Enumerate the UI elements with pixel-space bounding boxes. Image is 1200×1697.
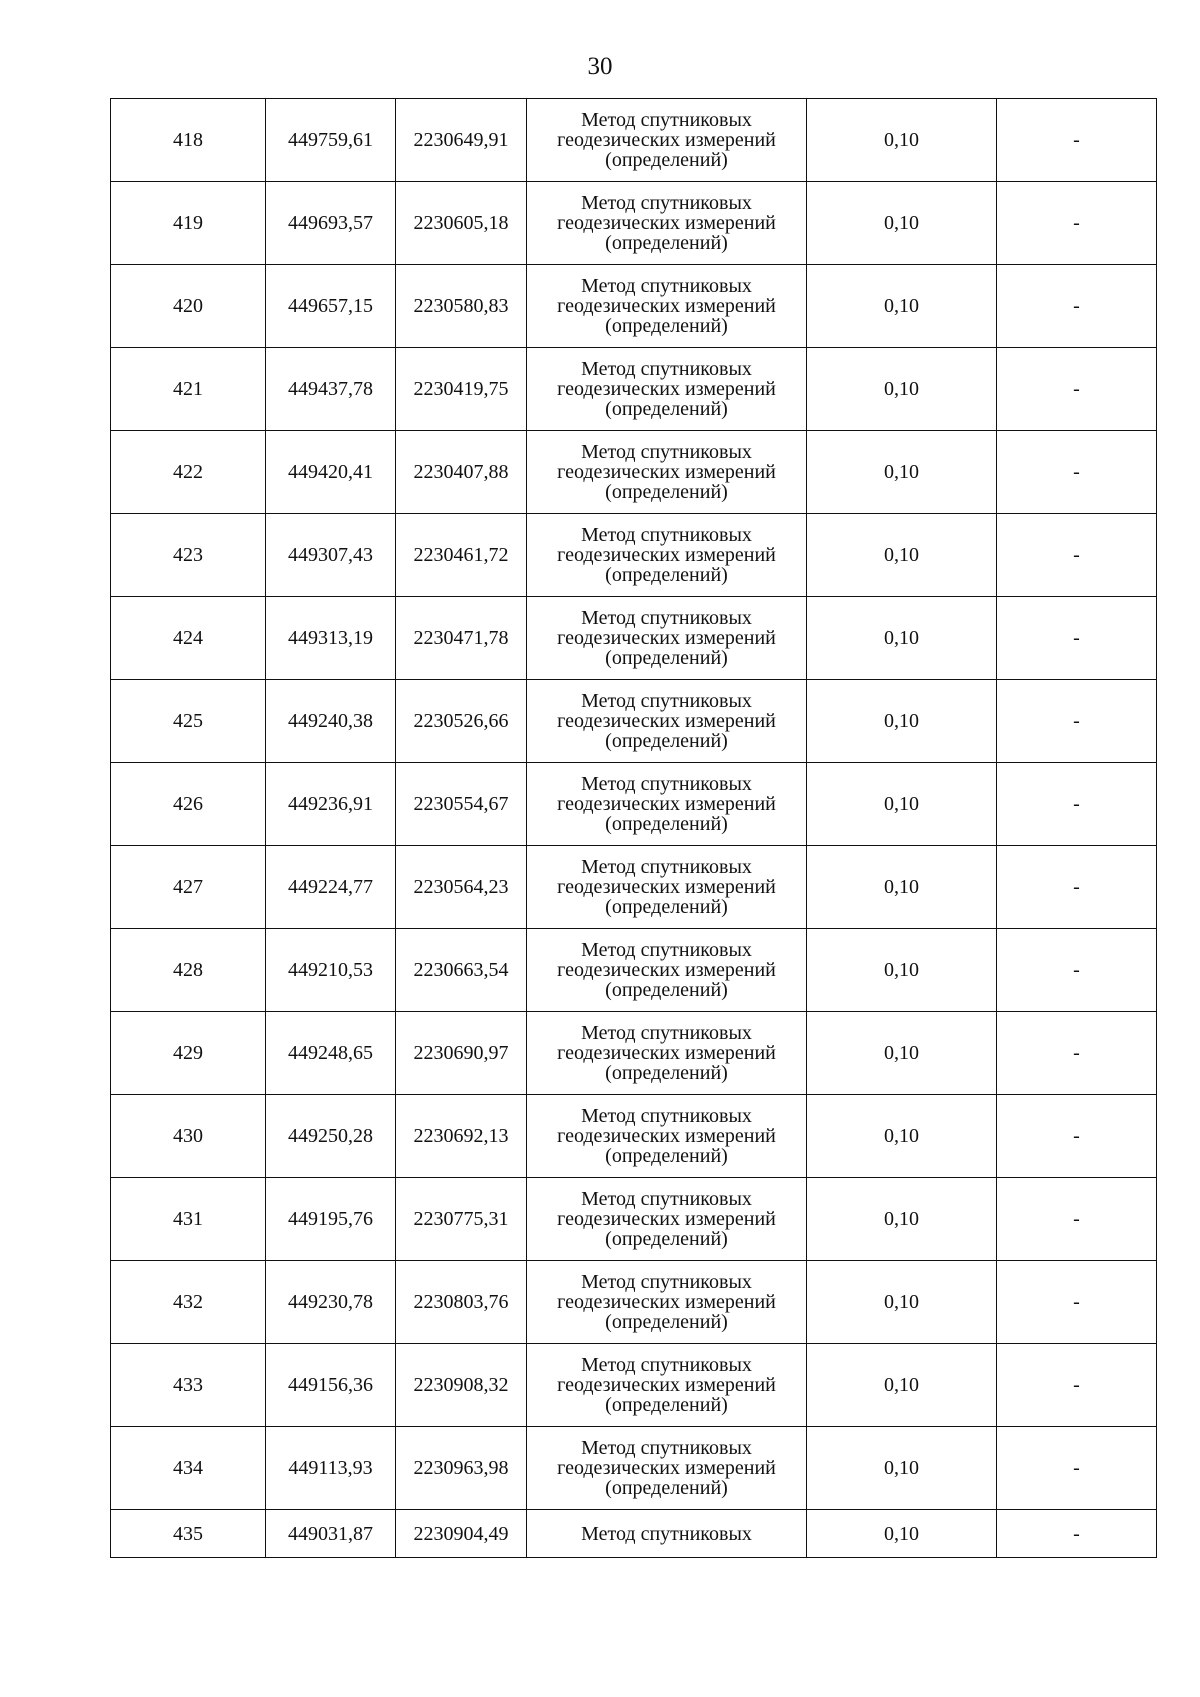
point-number-cell [111, 1510, 266, 1558]
coordinates-table [110, 98, 1157, 1558]
coordinate-y-cell [396, 348, 527, 431]
accuracy-cell-text: 0,10 [884, 544, 919, 566]
coordinate-x-cell [266, 929, 396, 1012]
point-number-cell-text: 432 [173, 1291, 203, 1313]
coordinate-x-cell [266, 99, 396, 182]
method-cell-text: Метод спутниковых геодезических измерений (определений) [557, 1022, 776, 1084]
accuracy-cell [807, 1178, 997, 1261]
note-cell [997, 1510, 1157, 1558]
method-cell [527, 1344, 807, 1427]
table-row [111, 846, 1157, 929]
table-row [111, 431, 1157, 514]
method-cell-text: Метод спутниковых геодезических измерений (определений) [557, 1105, 776, 1167]
accuracy-cell-text: 0,10 [884, 710, 919, 732]
accuracy-cell-text: 0,10 [884, 1042, 919, 1064]
coordinate-x-cell [266, 1095, 396, 1178]
accuracy-cell [807, 1261, 997, 1344]
note-cell [997, 1344, 1157, 1427]
accuracy-cell-text: 0,10 [884, 1125, 919, 1147]
coordinate-y-cell [396, 1012, 527, 1095]
method-cell [527, 680, 807, 763]
method-cell [527, 99, 807, 182]
note-cell [997, 763, 1157, 846]
coordinate-x-cell [266, 1510, 396, 1558]
note-cell [997, 1261, 1157, 1344]
note-cell [997, 182, 1157, 265]
coordinate-y-cell [396, 846, 527, 929]
accuracy-cell [807, 597, 997, 680]
note-cell-text: - [1073, 627, 1080, 649]
method-cell [527, 265, 807, 348]
accuracy-cell-text: 0,10 [884, 793, 919, 815]
point-number-cell-text: 435 [173, 1522, 203, 1545]
coordinate-y-cell-text: 2230649,91 [413, 129, 509, 151]
coordinate-x-cell [266, 1012, 396, 1095]
note-cell [997, 929, 1157, 1012]
note-cell-text: - [1073, 1374, 1080, 1396]
coordinate-y-cell [396, 597, 527, 680]
coordinate-y-cell-text: 2230963,98 [413, 1457, 509, 1479]
coordinate-y-cell [396, 1095, 527, 1178]
coordinate-y-cell-text: 2230690,97 [413, 1042, 509, 1064]
point-number-cell [111, 1012, 266, 1095]
coordinate-y-cell-text: 2230908,32 [413, 1374, 509, 1396]
table-row [111, 1178, 1157, 1261]
note-cell [997, 846, 1157, 929]
accuracy-cell-text: 0,10 [884, 627, 919, 649]
point-number-cell-text: 427 [173, 876, 203, 898]
method-cell [527, 929, 807, 1012]
note-cell-text: - [1073, 876, 1080, 898]
point-number-cell [111, 763, 266, 846]
table-row [111, 929, 1157, 1012]
accuracy-cell [807, 1427, 997, 1510]
table-row [111, 265, 1157, 348]
point-number-cell [111, 1095, 266, 1178]
coordinate-x-cell-text: 449230,78 [288, 1291, 373, 1313]
method-cell [527, 431, 807, 514]
accuracy-cell-text: 0,10 [884, 378, 919, 400]
coordinate-y-cell [396, 1261, 527, 1344]
method-cell-text: Метод спутниковых геодезических измерений (определений) [557, 607, 776, 669]
coordinate-y-cell [396, 1344, 527, 1427]
method-cell-text: Метод спутниковых геодезических измерений (определений) [557, 275, 776, 337]
note-cell-text: - [1073, 461, 1080, 483]
table-row [111, 1095, 1157, 1178]
coordinate-x-cell-text: 449195,76 [288, 1208, 373, 1230]
coordinate-y-cell-text: 2230803,76 [413, 1291, 509, 1313]
accuracy-cell-text: 0,10 [884, 959, 919, 981]
coordinate-x-cell [266, 514, 396, 597]
method-cell-text: Метод спутниковых геодезических измерений (определений) [557, 524, 776, 586]
point-number-cell-text: 420 [173, 295, 203, 317]
point-number-cell [111, 514, 266, 597]
table-row [111, 1261, 1157, 1344]
coordinate-x-cell-text: 449236,91 [288, 793, 373, 815]
coordinate-x-cell [266, 763, 396, 846]
note-cell-text: - [1073, 1042, 1080, 1064]
coordinate-y-cell [396, 1510, 527, 1558]
coordinate-y-cell-text: 2230471,78 [413, 627, 509, 649]
page-number: 30 [587, 53, 613, 80]
point-number-cell-text: 421 [173, 378, 203, 400]
point-number-cell-text: 433 [173, 1374, 203, 1396]
coordinate-x-cell [266, 348, 396, 431]
coordinate-x-cell-text: 449437,78 [288, 378, 373, 400]
coordinate-x-cell [266, 597, 396, 680]
coordinate-y-cell-text: 2230692,13 [413, 1125, 509, 1147]
coordinate-x-cell-text: 449250,28 [288, 1125, 373, 1147]
point-number-cell [111, 680, 266, 763]
method-cell-text: Метод спутниковых геодезических измерений (определений) [557, 1271, 776, 1333]
point-number-cell-text: 422 [173, 461, 203, 483]
note-cell-text: - [1073, 1291, 1080, 1313]
accuracy-cell [807, 348, 997, 431]
coordinate-y-cell-text: 2230564,23 [413, 876, 509, 898]
accuracy-cell [807, 1510, 997, 1558]
coordinate-x-cell-text: 449031,87 [288, 1522, 373, 1545]
accuracy-cell-text: 0,10 [884, 1208, 919, 1230]
method-cell-text: Метод спутниковых геодезических измерений (определений) [557, 1354, 776, 1416]
coordinate-y-cell-text: 2230580,83 [413, 295, 509, 317]
coordinate-y-cell-text: 2230407,88 [413, 461, 509, 483]
note-cell [997, 1178, 1157, 1261]
point-number-cell-text: 428 [173, 959, 203, 981]
point-number-cell-text: 429 [173, 1042, 203, 1064]
method-cell-text: Метод спутниковых геодезических измерений (определений) [557, 1188, 776, 1250]
coordinate-x-cell [266, 1344, 396, 1427]
method-cell [527, 1510, 807, 1558]
point-number-cell-text: 430 [173, 1125, 203, 1147]
method-cell-text: Метод спутниковых геодезических измерений (определений) [557, 773, 776, 835]
method-cell [527, 1261, 807, 1344]
coordinate-x-cell-text: 449693,57 [288, 212, 373, 234]
method-cell [527, 348, 807, 431]
coordinate-x-cell [266, 1261, 396, 1344]
coordinate-y-cell [396, 1427, 527, 1510]
coordinate-x-cell [266, 680, 396, 763]
method-cell [527, 1095, 807, 1178]
method-cell-text: Метод спутниковых геодезических измерений (определений) [557, 939, 776, 1001]
accuracy-cell-text: 0,10 [884, 1374, 919, 1396]
point-number-cell [111, 1427, 266, 1510]
point-number-cell-text: 425 [173, 710, 203, 732]
note-cell-text: - [1073, 378, 1080, 400]
coordinate-y-cell [396, 182, 527, 265]
accuracy-cell-text: 0,10 [884, 1457, 919, 1479]
coordinate-x-cell [266, 182, 396, 265]
coordinate-x-cell-text: 449657,15 [288, 295, 373, 317]
note-cell [997, 680, 1157, 763]
coordinate-x-cell-text: 449307,43 [288, 544, 373, 566]
coordinate-y-cell-text: 2230526,66 [413, 710, 509, 732]
method-cell-text: Метод спутниковых геодезических измерений (определений) [557, 690, 776, 752]
method-cell [527, 1178, 807, 1261]
coordinate-y-cell [396, 1178, 527, 1261]
coordinate-x-cell [266, 431, 396, 514]
note-cell [997, 1427, 1157, 1510]
method-cell [527, 1012, 807, 1095]
coordinate-x-cell [266, 265, 396, 348]
point-number-cell-text: 423 [173, 544, 203, 566]
coordinate-y-cell [396, 763, 527, 846]
coordinate-x-cell-text: 449113,93 [288, 1457, 373, 1479]
method-cell [527, 597, 807, 680]
table-row [111, 99, 1157, 182]
note-cell [997, 1095, 1157, 1178]
accuracy-cell-text: 0,10 [884, 1522, 919, 1545]
method-cell-text: Метод спутниковых геодезических измерений (определений) [557, 1437, 776, 1499]
note-cell [997, 597, 1157, 680]
coordinate-x-cell [266, 1427, 396, 1510]
method-cell-text: Метод спутниковых геодезических измерений (определений) [557, 192, 776, 254]
coordinates-table-body [111, 99, 1157, 1558]
coordinate-y-cell-text: 2230419,75 [413, 378, 509, 400]
table-row [111, 763, 1157, 846]
coordinate-y-cell [396, 431, 527, 514]
note-cell-text: - [1073, 1457, 1080, 1479]
coordinate-x-cell-text: 449240,38 [288, 710, 373, 732]
accuracy-cell-text: 0,10 [884, 461, 919, 483]
note-cell-text: - [1073, 1208, 1080, 1230]
table-row [111, 1012, 1157, 1095]
table-row [111, 1427, 1157, 1510]
point-number-cell [111, 265, 266, 348]
accuracy-cell [807, 680, 997, 763]
note-cell-text: - [1073, 1125, 1080, 1147]
coordinate-y-cell-text: 2230605,18 [413, 212, 509, 234]
point-number-cell [111, 1261, 266, 1344]
accuracy-cell [807, 1344, 997, 1427]
method-cell-text: Метод спутниковых геодезических измерений (определений) [557, 441, 776, 503]
table-row [111, 348, 1157, 431]
table-row [111, 597, 1157, 680]
accuracy-cell [807, 1095, 997, 1178]
accuracy-cell [807, 929, 997, 1012]
accuracy-cell-text: 0,10 [884, 876, 919, 898]
method-cell [527, 763, 807, 846]
method-cell-text: Метод спутниковых геодезических измерений (определений) [557, 109, 776, 171]
coordinate-y-cell-text: 2230775,31 [413, 1208, 509, 1230]
coordinate-y-cell-text: 2230663,54 [413, 959, 509, 981]
note-cell-text: - [1073, 1522, 1080, 1545]
accuracy-cell [807, 182, 997, 265]
point-number-cell-text: 424 [173, 627, 203, 649]
coordinate-y-cell [396, 929, 527, 1012]
note-cell [997, 1012, 1157, 1095]
note-cell [997, 431, 1157, 514]
point-number-cell [111, 1178, 266, 1261]
coordinate-y-cell [396, 265, 527, 348]
note-cell [997, 99, 1157, 182]
accuracy-cell [807, 514, 997, 597]
note-cell-text: - [1073, 710, 1080, 732]
accuracy-cell-text: 0,10 [884, 295, 919, 317]
accuracy-cell-text: 0,10 [884, 1291, 919, 1313]
accuracy-cell [807, 431, 997, 514]
coordinate-y-cell [396, 99, 527, 182]
note-cell-text: - [1073, 129, 1080, 151]
coordinate-x-cell-text: 449156,36 [288, 1374, 373, 1396]
accuracy-cell [807, 265, 997, 348]
point-number-cell [111, 99, 266, 182]
coordinate-y-cell [396, 514, 527, 597]
note-cell [997, 265, 1157, 348]
coordinate-x-cell-text: 449759,61 [288, 129, 373, 151]
coordinate-x-cell [266, 846, 396, 929]
method-cell [527, 846, 807, 929]
note-cell-text: - [1073, 959, 1080, 981]
table-row [111, 1510, 1157, 1558]
method-cell-text: Метод спутниковых [581, 1522, 752, 1545]
note-cell-text: - [1073, 295, 1080, 317]
method-cell-text: Метод спутниковых геодезических измерений (определений) [557, 856, 776, 918]
coordinate-y-cell-text: 2230904,49 [413, 1522, 509, 1545]
coordinate-y-cell [396, 680, 527, 763]
accuracy-cell [807, 99, 997, 182]
point-number-cell [111, 929, 266, 1012]
coordinate-x-cell-text: 449420,41 [288, 461, 373, 483]
coordinate-x-cell-text: 449248,65 [288, 1042, 373, 1064]
accuracy-cell [807, 1012, 997, 1095]
table-row [111, 182, 1157, 265]
note-cell-text: - [1073, 793, 1080, 815]
point-number-cell [111, 348, 266, 431]
point-number-cell-text: 418 [173, 129, 203, 151]
coordinate-x-cell-text: 449210,53 [288, 959, 373, 981]
note-cell-text: - [1073, 544, 1080, 566]
coordinate-x-cell [266, 1178, 396, 1261]
coordinate-y-cell-text: 2230554,67 [413, 793, 509, 815]
method-cell-text: Метод спутниковых геодезических измерений (определений) [557, 358, 776, 420]
point-number-cell-text: 419 [173, 212, 203, 234]
note-cell [997, 514, 1157, 597]
table-row [111, 1344, 1157, 1427]
coordinate-x-cell-text: 449313,19 [288, 627, 373, 649]
coordinate-y-cell-text: 2230461,72 [413, 544, 509, 566]
point-number-cell-text: 434 [173, 1457, 203, 1479]
method-cell [527, 1427, 807, 1510]
point-number-cell [111, 431, 266, 514]
accuracy-cell-text: 0,10 [884, 212, 919, 234]
table-row [111, 680, 1157, 763]
method-cell [527, 182, 807, 265]
point-number-cell-text: 431 [173, 1208, 203, 1230]
point-number-cell [111, 1344, 266, 1427]
method-cell [527, 514, 807, 597]
point-number-cell [111, 182, 266, 265]
coordinate-x-cell-text: 449224,77 [288, 876, 373, 898]
accuracy-cell [807, 763, 997, 846]
table-row [111, 514, 1157, 597]
point-number-cell-text: 426 [173, 793, 203, 815]
accuracy-cell [807, 846, 997, 929]
point-number-cell [111, 597, 266, 680]
accuracy-cell-text: 0,10 [884, 129, 919, 151]
note-cell-text: - [1073, 212, 1080, 234]
point-number-cell [111, 846, 266, 929]
note-cell [997, 348, 1157, 431]
